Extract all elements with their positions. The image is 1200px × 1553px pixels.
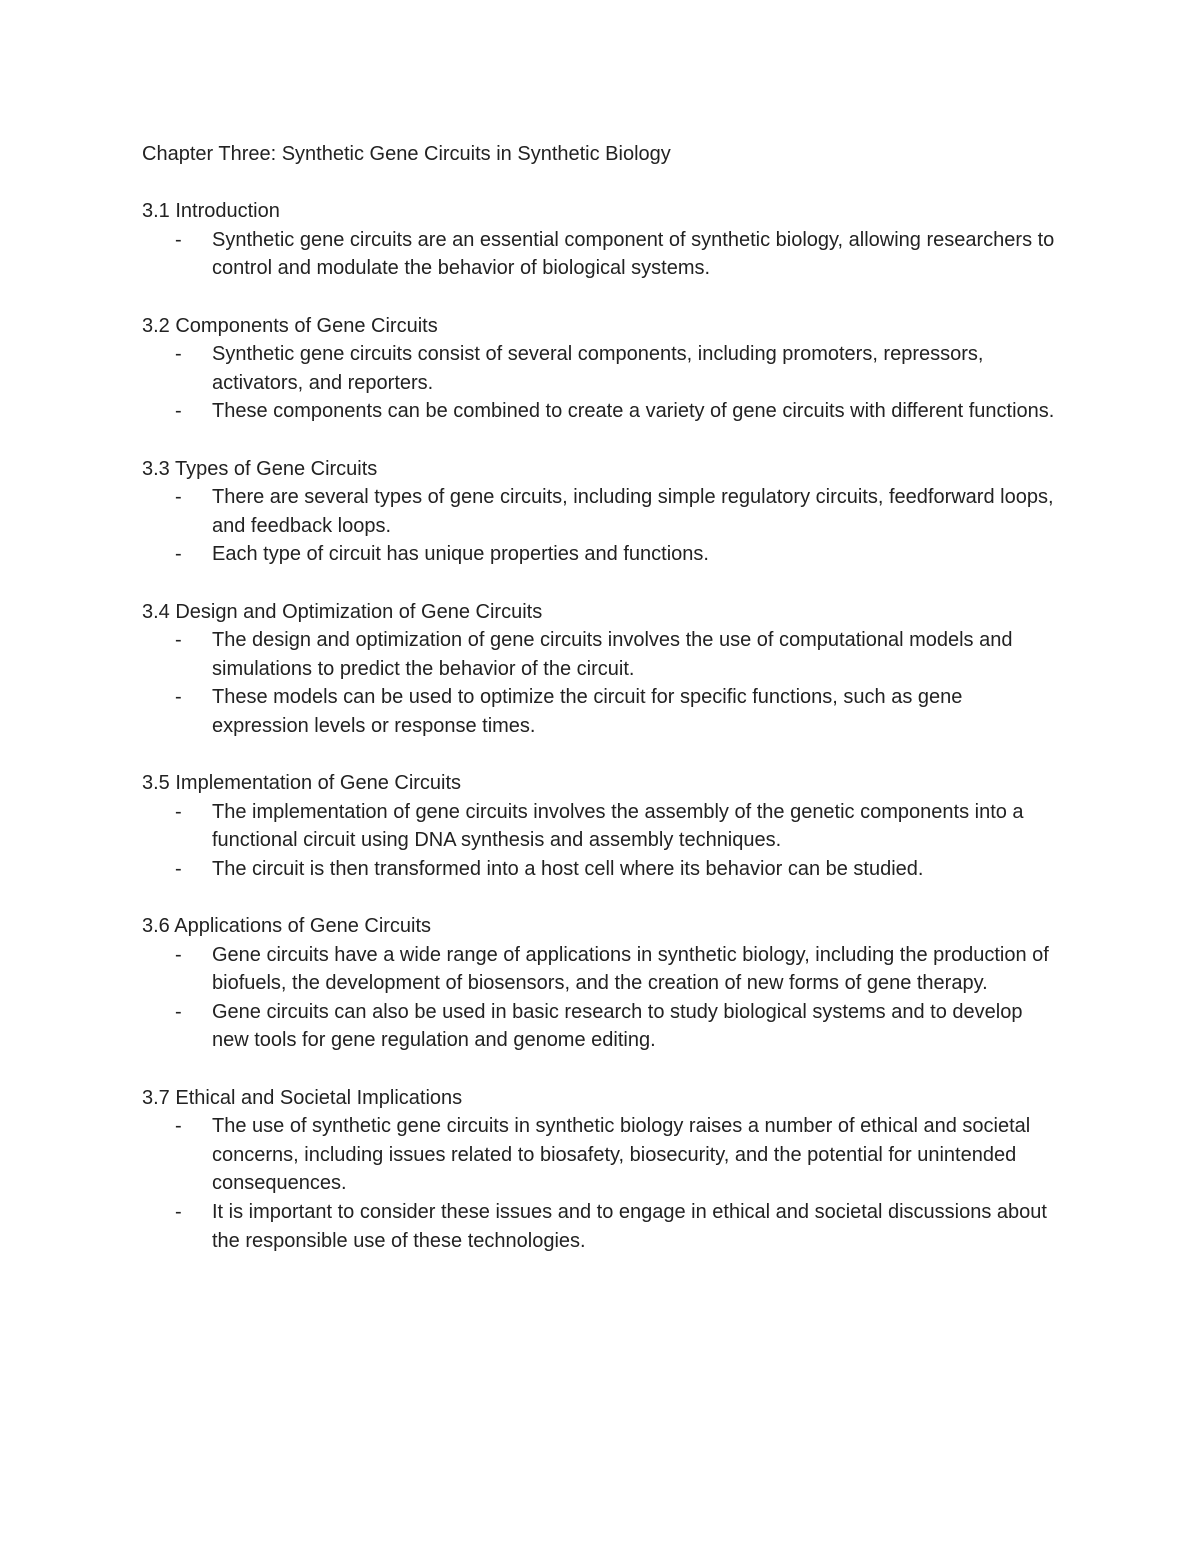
bullet-marker: - [175, 486, 182, 509]
bullet-text: Synthetic gene circuits consist of several components, including promoters, repressors, activators, and reporters. [212, 343, 984, 394]
section-types [142, 455, 1082, 569]
bullet-item [142, 540, 1082, 569]
section-heading: 3.1 Introduction [142, 200, 280, 223]
bullet-text: The implementation of gene circuits involves the assembly of the genetic components into a functional circuit using DNA synthesis and assembly techniques. [212, 800, 1024, 852]
document-page [142, 140, 1082, 1284]
bullet-text: Gene circuits can also be used in basic research to study biological systems and to develop new tools for gene regulation and genome editing. [212, 1000, 1023, 1052]
bullet-marker: - [175, 943, 182, 966]
bullet-list [142, 1112, 1082, 1255]
bullet-item [142, 941, 1082, 998]
bullet-marker: - [175, 400, 182, 423]
bullet-text: There are several types of gene circuits, including simple regulatory circuits, feedforward loops, and feedback loops. [212, 486, 1054, 537]
bullet-text: Synthetic gene circuits are an essential component of synthetic biology, allowing researchers to control and modulate the behavior of biological systems. [212, 228, 1055, 280]
bullet-marker: - [175, 629, 182, 652]
bullet-item [142, 1198, 1082, 1255]
bullet-list [142, 941, 1082, 1055]
section-heading: 3.5 Implementation of Gene Circuits [142, 772, 462, 795]
bullet-item [142, 1112, 1082, 1198]
bullet-text: The design and optimization of gene circuits involves the use of computational models and simulations to predict the behavior of the circuit. [212, 629, 1013, 680]
bullet-item [142, 226, 1082, 283]
bullet-item [142, 683, 1082, 740]
bullet-list [142, 483, 1082, 569]
bullet-marker: - [175, 228, 182, 251]
bullet-list [142, 798, 1082, 884]
section-components [142, 312, 1082, 426]
bullet-text: These components can be combined to create a variety of gene circuits with different functions. [212, 400, 1055, 423]
section-applications [142, 912, 1082, 1055]
section-ethical-societal [142, 1084, 1082, 1256]
bullet-text: The circuit is then transformed into a host cell where its behavior can be studied. [212, 857, 924, 880]
bullet-item [142, 998, 1082, 1055]
section-heading: 3.3 Types of Gene Circuits [142, 457, 378, 480]
bullet-marker: - [175, 686, 182, 709]
bullet-item [142, 340, 1082, 397]
bullet-marker: - [175, 800, 182, 823]
bullet-item [142, 626, 1082, 683]
bullet-list [142, 626, 1082, 740]
bullet-text: These models can be used to optimize the circuit for specific functions, such as gene expression levels or response times. [212, 686, 963, 737]
bullet-item [142, 483, 1082, 540]
bullet-marker: - [175, 1200, 182, 1223]
bullet-text: Each type of circuit has unique properties and functions. [212, 543, 709, 566]
document-title: Chapter Three: Synthetic Gene Circuits in Synthetic Biology [142, 143, 671, 165]
bullet-marker: - [175, 1000, 182, 1023]
section-design-optimization [142, 598, 1082, 741]
bullet-list [142, 340, 1082, 426]
bullet-marker: - [175, 543, 182, 566]
section-introduction [142, 197, 1082, 283]
bullet-item [142, 798, 1082, 855]
section-heading: 3.6 Applications of Gene Circuits [142, 915, 432, 938]
bullet-item [142, 855, 1082, 884]
bullet-marker: - [175, 343, 182, 366]
bullet-item [142, 397, 1082, 426]
bullet-list [142, 226, 1082, 283]
section-heading: 3.2 Components of Gene Circuits [142, 314, 438, 337]
bullet-text: Gene circuits have a wide range of applications in synthetic biology, including the production of biofuels, the development of biosensors, and the creation of new forms of gene therapy. [212, 943, 1049, 995]
section-heading: 3.4 Design and Optimization of Gene Circuits [142, 600, 543, 623]
bullet-text: The use of synthetic gene circuits in synthetic biology raises a number of ethical and societal concerns, including issues related to biosafety, biosecurity, and the potential for unintended consequences. [212, 1115, 1031, 1195]
section-heading: 3.7 Ethical and Societal Implications [142, 1086, 463, 1109]
bullet-marker: - [175, 857, 182, 880]
bullet-marker: - [175, 1115, 182, 1138]
bullet-text: It is important to consider these issues and to engage in ethical and societal discussions about the responsible use of these technologies. [212, 1200, 1047, 1252]
section-implementation [142, 769, 1082, 883]
